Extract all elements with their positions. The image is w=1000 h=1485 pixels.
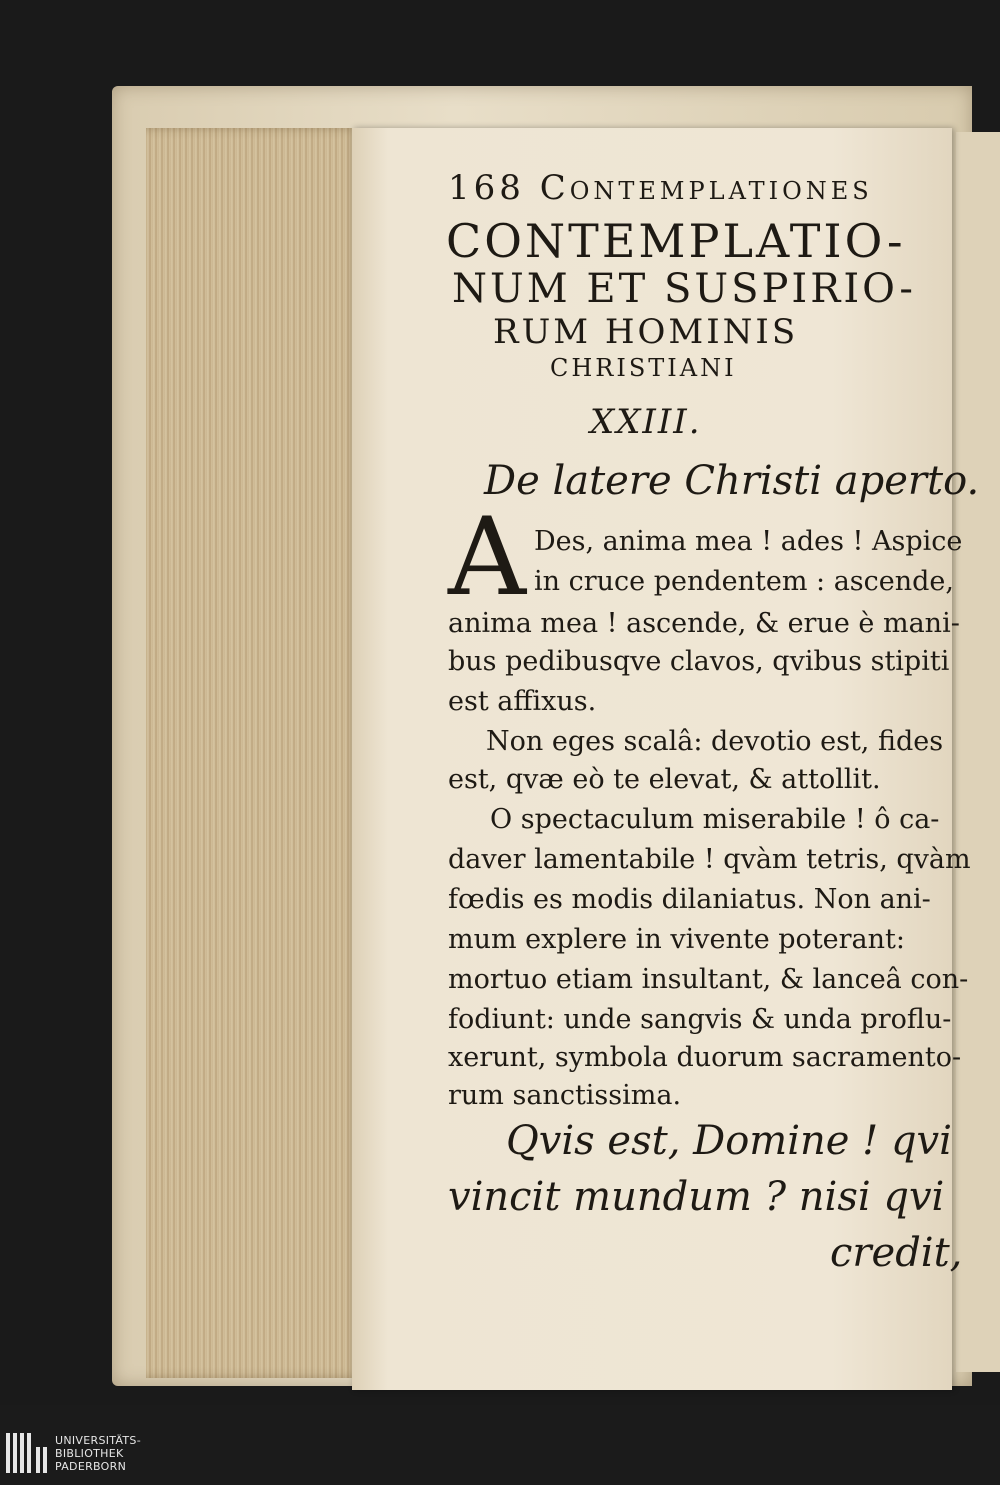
italic-line: Qvis est, Domine ! qvi <box>506 1118 952 1164</box>
body-line: mum explere in vivente poterant: <box>448 924 905 955</box>
title-line-4: CHRISTIANI <box>550 354 737 382</box>
italic-line: vincit mundum ? nisi qvi <box>448 1174 945 1220</box>
library-logo-icon <box>6 1433 48 1473</box>
body-line: O spectaculum miserabile ! ô ca- <box>490 804 940 835</box>
body-line: daver lamentabile ! qvàm tetris, qvàm <box>448 844 971 875</box>
drop-cap: A <box>448 495 526 620</box>
body-line: xerunt, symbola duorum sacramento- <box>448 1042 962 1073</box>
body-line: in cruce pendentem : ascende, <box>534 566 954 597</box>
logo-line: BIBLIOTHEK <box>55 1447 124 1460</box>
page-edges <box>146 128 361 1378</box>
logo-line: UNIVERSITÄTS- <box>55 1434 141 1447</box>
body-line: rum sanctissima. <box>448 1080 682 1111</box>
body-line: est affixus. <box>448 686 597 717</box>
body-line: anima mea ! ascende, & erue è mani- <box>448 608 960 639</box>
body-line: fodiunt: unde sangvis & unda proflu- <box>448 1004 952 1035</box>
logo-line: PADERBORN <box>55 1460 127 1473</box>
body-line: Non eges scalâ: devotio est, fides <box>486 726 944 757</box>
body-line: bus pedibusqve clavos, qvibus stipiti <box>448 646 950 677</box>
title-line-1: CONTEMPLATIO- <box>446 214 906 268</box>
body-line: est, qvæ eò te elevat, & attollit. <box>448 764 881 795</box>
facing-page-edge <box>956 132 1000 1372</box>
chapter-subtitle: De latere Christi aperto. <box>484 458 980 504</box>
footer-bar <box>0 1405 1000 1485</box>
italic-line: credit, <box>830 1230 963 1276</box>
chapter-number: XXIII. <box>590 402 702 442</box>
title-line-2: NUM ET SUSPIRIO- <box>452 266 916 312</box>
library-logo-text[interactable] <box>55 1434 141 1473</box>
running-header: 168 Contemplationes <box>448 168 873 208</box>
body-line: fœdis es modis dilaniatus. Non ani- <box>448 884 931 915</box>
body-line: Des, anima mea ! ades ! Aspice <box>534 526 963 557</box>
title-line-3: RUM HOMINIS <box>493 312 799 352</box>
body-line: mortuo etiam insultant, & lanceâ con- <box>448 964 969 995</box>
